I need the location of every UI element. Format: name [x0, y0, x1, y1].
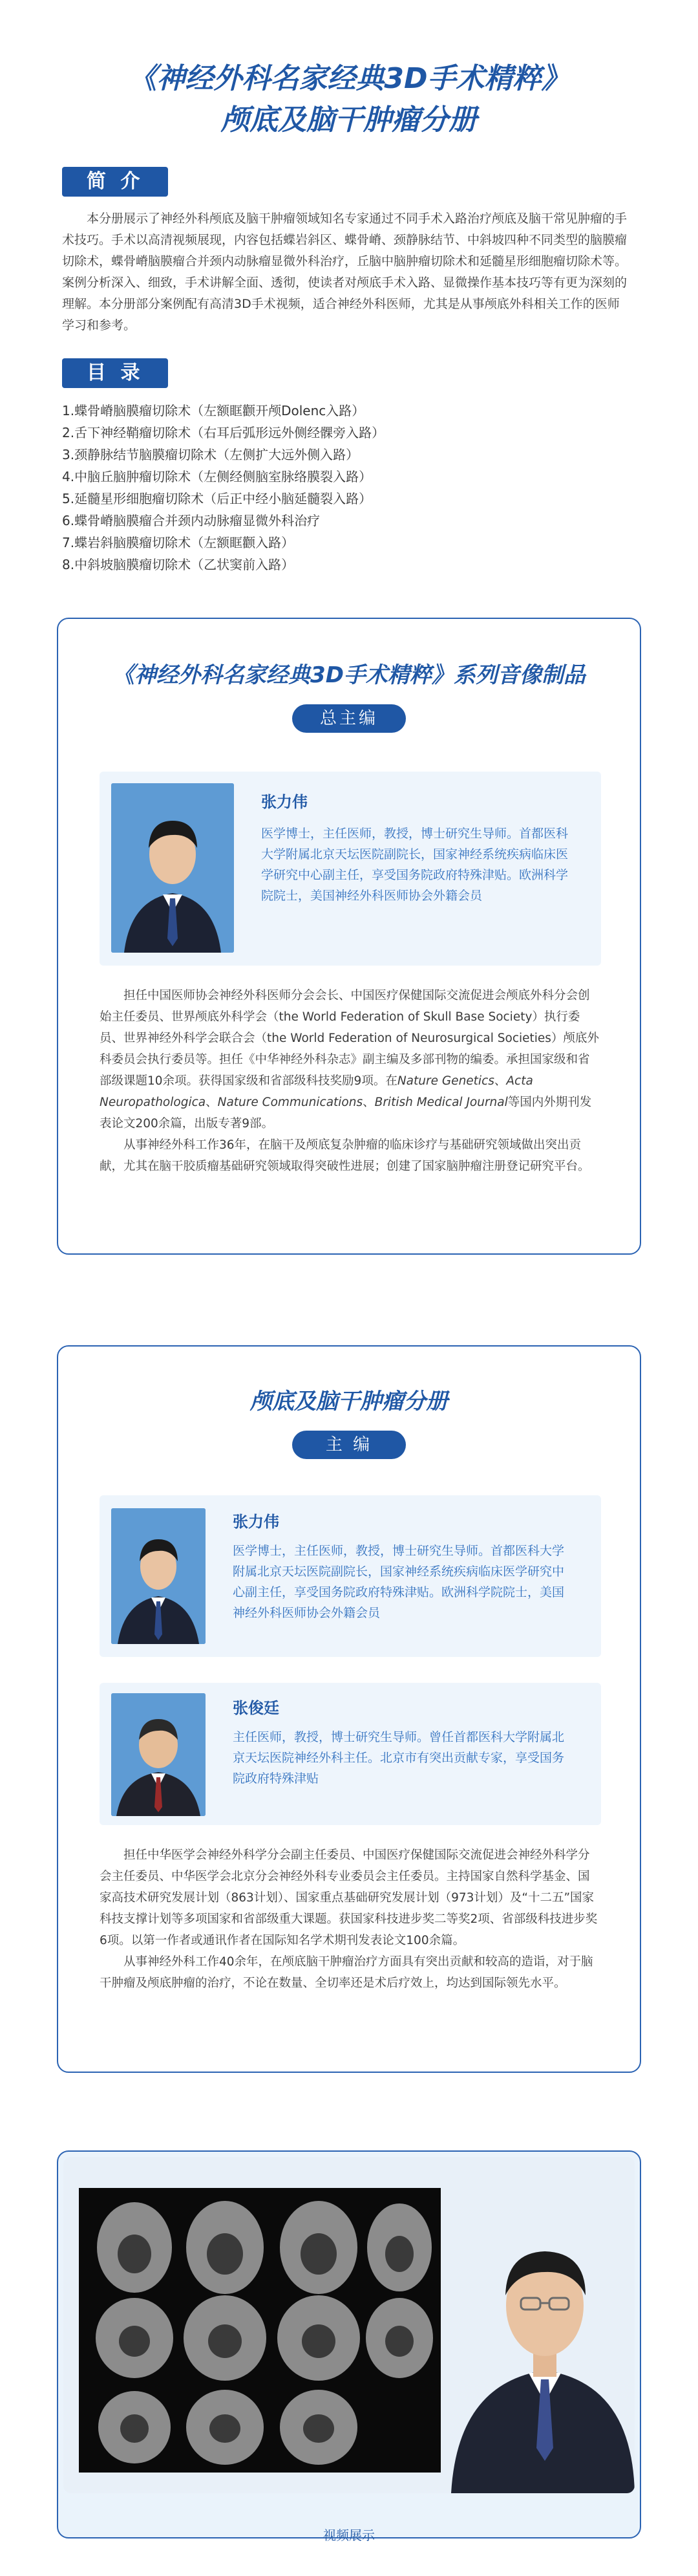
editor-photo [111, 1693, 206, 1816]
editor-description: 医学博士，主任医师，教授，博士研究生导师。首都医科大学附属北京天坛医院副院长，国家神经系统疾病临床医学研究中心副主任，享受国务院政府特殊津贴。欧洲科学院院士，美国神经外科医师协会外籍会员 [261, 827, 569, 903]
editor-name: 张力伟 [233, 1513, 279, 1531]
editor-photo [111, 1508, 206, 1644]
toc-item: 8.中斜坡脑膜瘤切除术（乙状窦前入路） [62, 557, 295, 572]
editor-description: 医学博士，主任医师，教授，博士研究生导师。首都医科大学附属北京天坛医院副院长，国家神经系统疾病临床医学研究中心副主任，享受国务院政府特殊津贴。欧洲科学院院士，美国神经外科医师协会外籍会员 [233, 1544, 565, 1620]
editor-description: 主任医师，教授，博士研究生导师。曾任首都医科大学附属北京天坛医院神经外科主任。北京市有突出贡献专家，享受国务院政府特殊津贴 [233, 1730, 565, 1786]
video-frame-image [63, 2157, 635, 2493]
toc-list [62, 400, 636, 576]
toc-item: 1.蝶骨嵴脑膜瘤切除术（左额眶颧开颅Dolenc入路） [62, 403, 365, 418]
video-player[interactable] [63, 2157, 635, 2493]
editor-name: 张力伟 [261, 793, 308, 811]
editor-profile [100, 772, 601, 966]
editor-photo [111, 783, 234, 953]
editor-profile-2 [100, 1683, 601, 1825]
volume-title: 颅底及脑干肿瘤分册 [250, 1389, 448, 1414]
toc-item: 2.舌下神经鞘瘤切除术（右耳后弧形远外侧经髁旁入路） [62, 425, 385, 440]
toc-item: 3.颈静脉结节脑膜瘤切除术（左侧扩大远外侧入路） [62, 447, 359, 462]
toc-item: 6.蝶骨嵴脑膜瘤合并颈内动脉瘤显微外科治疗 [62, 513, 321, 528]
toc-item: 5.延髓星形细胞瘤切除术（后正中经小脑延髓裂入路） [62, 491, 372, 506]
title-line-2: 颅底及脑干肿瘤分册 [221, 103, 477, 136]
series-editor-card [57, 618, 641, 1255]
intro-text: 本分册展示了神经外科颅底及脑干肿瘤领域知名专家通过不同手术入路治疗颅底及脑干常见肿瘤的手术技巧。手术以高清视频展现，内容包括蝶岩斜区、蝶骨嵴、颈静脉结节、中斜坡四种不同类型的脑膜瘤切除术，蝶骨嵴脑膜瘤合并颈内动脉瘤显微外科治疗，丘脑中脑肿瘤切除术和延髓星形细胞瘤切除术等。案例分析深入、细致，手术讲解全面、透彻，使读者对颅底手术入路、显微操作基本技巧等有更为深刻的理解。本分册部分案例配有高清3D手术视频，适合神经外科医师，尤其是从事颅底外科相关工作的医师学习和参考。 [62, 211, 628, 332]
toc-heading: 目 录 [62, 358, 168, 388]
editor-badge: 主 编 [292, 1431, 406, 1459]
volume-biography [100, 1845, 601, 1994]
series-title: 《神经外科名家经典3D手术精粹》系列音像制品 [112, 662, 586, 688]
editor-name: 张俊廷 [233, 1699, 279, 1717]
editor-profile-1 [100, 1495, 601, 1657]
video-caption: 视频展示 [323, 2527, 375, 2543]
toc-item: 7.蝶岩斜脑膜瘤切除术（左额眶颧入路） [62, 535, 295, 550]
toc-item: 4.中脑丘脑肿瘤切除术（左侧经侧脑室脉络膜裂入路） [62, 469, 372, 484]
bio-paragraph: 从事神经外科工作36年，在脑干及颅底复杂肿瘤的临床诊疗与基础研究领域做出突出贡献，尤其在脑干胶质瘤基础研究领域取得突破性进展；创建了国家脑肿瘤注册登记研究平台。 [100, 1138, 590, 1173]
intro-heading: 简 介 [62, 167, 168, 197]
video-card [57, 2150, 641, 2538]
volume-editors-card [57, 1345, 641, 2073]
title-line-1: 《神经外科名家经典3D手术精粹》 [128, 62, 570, 95]
page-title [0, 0, 698, 141]
bio-paragraph: 从事神经外科工作40余年，在颅底脑干肿瘤治疗方面具有突出贡献和较高的造诣，对于脑干肿瘤及颅底肿瘤的治疗，不论在数量、全切率还是术后疗效上，均达到国际领先水平。 [100, 1955, 593, 1990]
editor-biography [100, 985, 601, 1177]
chief-editor-badge: 总主编 [292, 704, 406, 733]
bio-paragraph: 担任中国医师协会神经外科医师分会会长、中国医疗保健国际交流促进会颅底外科分会创始主任委员、世界颅底外科学会（the World Federation of Skull Base Society）执行委员、世界神经外科学会联合会（the World Federation of Neurosurgical Societies）颅底外科委员会执行委员等。担任《中华神经外科杂志》副主编及多部刊物的编委。承担国家级和省部级课题10余项。获得国家级和省部级科技奖励9项。在Nature Genetics、Acta Neuropathologica、Nature Communications、British Medical Journal等国内外期刊发表论文200余篇，出版专著9部。 [100, 989, 599, 1131]
bio-paragraph: 担任中华医学会神经外科学分会副主任委员、中国医疗保健国际交流促进会神经外科学分会主任委员、中华医学会北京分会神经外科专业委员会主任委员。主持国家自然科学基金、国家高技术研究发展计划（863计划）、国家重点基础研究发展计划（973计划）及“十二五”国家科技支撑计划等多项国家和省部级重大课题。获国家科技进步奖二等奖2项、省部级科技进步奖6项。以第一作者或通讯作者在国际知名学术期刊发表论文100余篇。 [100, 1848, 598, 1947]
